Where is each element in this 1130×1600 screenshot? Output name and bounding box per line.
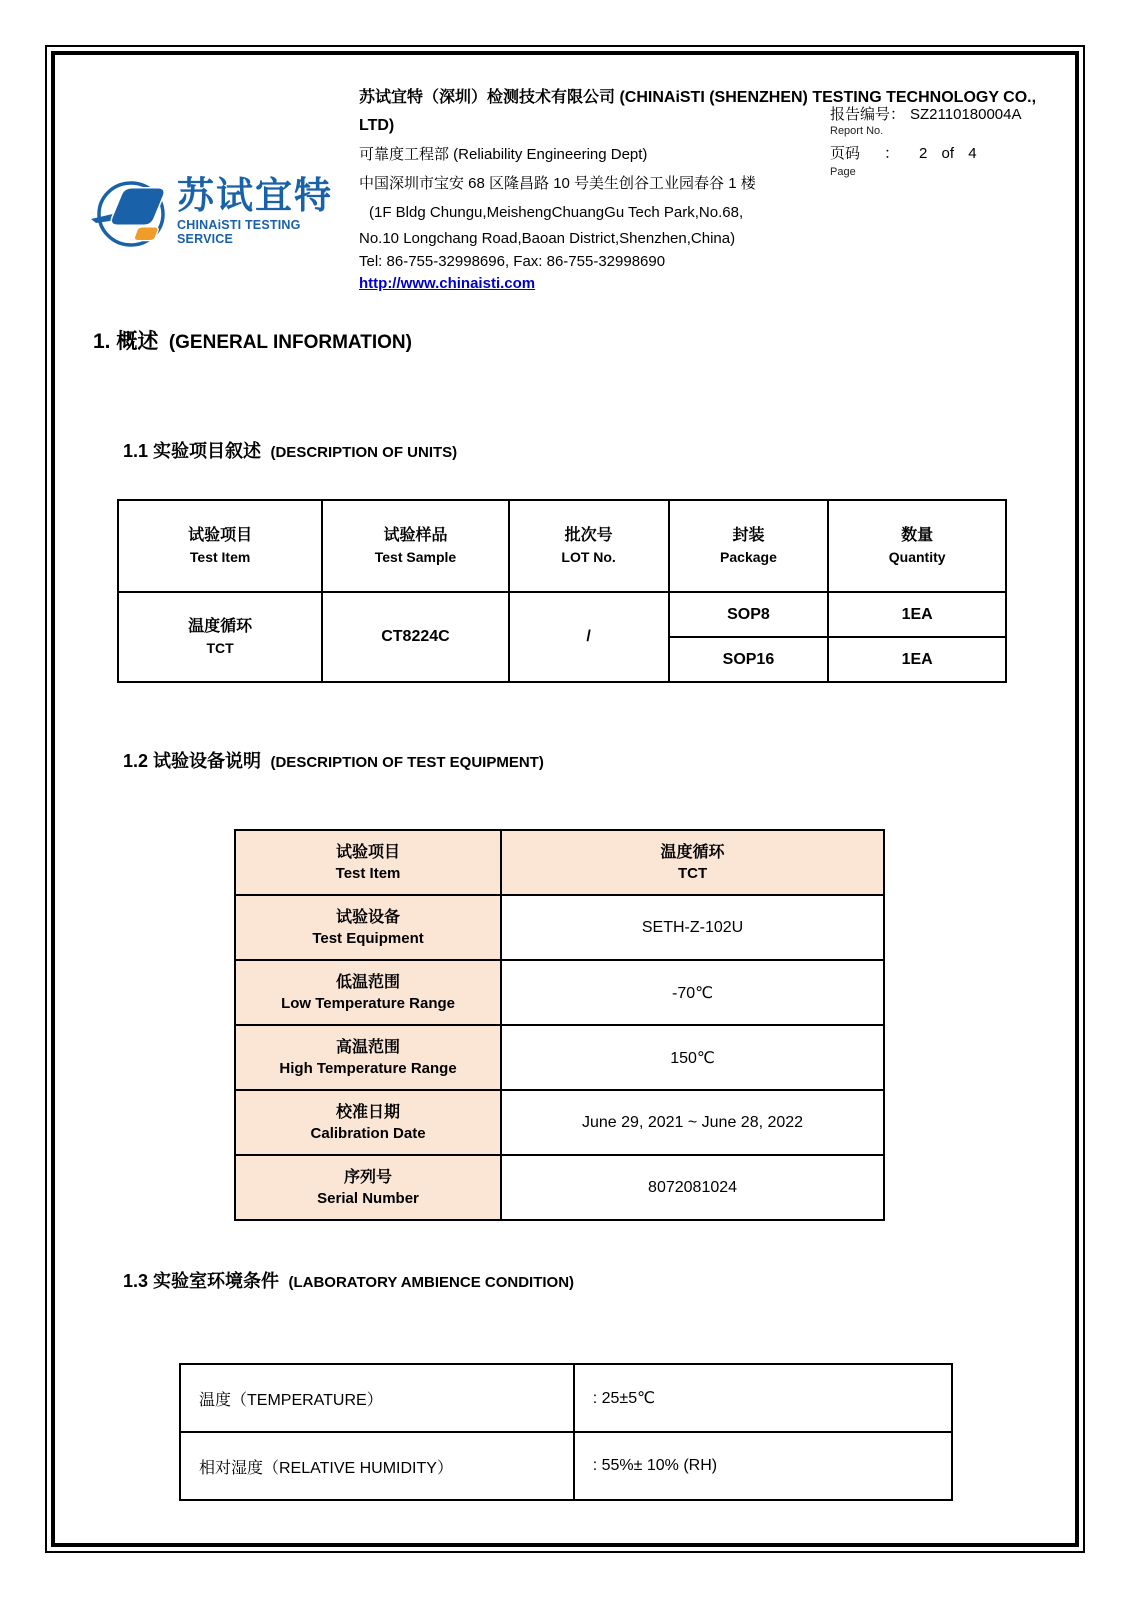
page-border (45, 45, 1085, 1553)
label-serial-number-zh: 序列号 (344, 1168, 393, 1186)
value-test-equipment: SETH-Z-102U (501, 895, 884, 960)
section-1-3-title-zh: 1.3 实验室环境条件 (123, 1271, 280, 1291)
section-1-1-title (123, 437, 1051, 463)
label-high-temp-en: High Temperature Range (279, 1059, 457, 1077)
header-lot-no-zh: 批次号 (564, 527, 613, 544)
section-1-3-title-en: (LABORATORY AMBIENCE CONDITION) (288, 1274, 575, 1291)
header-test-sample-en: Test Sample (374, 549, 457, 565)
header-package-en: Package (720, 549, 777, 565)
label-calibration-date-en: Calibration Date (310, 1124, 426, 1142)
report-number-block (830, 105, 1045, 180)
label-temperature: 温度（TEMPERATURE） (180, 1364, 574, 1432)
value-temperature: : 25±5℃ (574, 1364, 952, 1432)
company-logo (91, 127, 343, 295)
section-1-2-title-en: (DESCRIPTION OF TEST EQUIPMENT) (270, 754, 544, 771)
report-no-label-en: Report No. (830, 125, 884, 137)
cell-quantity-sop8: 1EA (828, 592, 1006, 637)
company-info (359, 81, 1051, 295)
cell-package-sop8: SOP8 (669, 592, 829, 637)
address-en-line2: No.10 Longchang Road,Baoan District,Shenzhen,China) (359, 230, 736, 247)
header-test-item-en: Test Item (189, 549, 251, 565)
address-zh: 中国深圳市宝安 68 区隆昌路 10 号美生创谷工业园春谷 1 楼 (359, 175, 756, 192)
company-name-line2: LTD) (359, 117, 395, 134)
page-colon: ： (884, 145, 900, 162)
label-high-temp (235, 1025, 501, 1090)
label-serial-number-en: Serial Number (317, 1189, 419, 1207)
equipment-row-test-equipment (235, 895, 884, 960)
page-content (51, 51, 1079, 1547)
header-package-zh: 封装 (732, 527, 765, 544)
header-lot-no-en: LOT No. (561, 549, 616, 565)
page-label-en: Page (830, 166, 856, 178)
equipment-table (234, 829, 885, 1221)
label-low-temp (235, 960, 501, 1025)
section-1-1-title-zh: 1.1 实验项目叙述 (123, 441, 262, 461)
header-test-item-zh: 试验项目 (188, 527, 253, 544)
equipment-row-high-temp (235, 1025, 884, 1090)
page-number-value: 2 of 4 (919, 145, 977, 162)
cell-package-sop16: SOP16 (669, 637, 829, 682)
equipment-header-label-en: Test Item (335, 864, 401, 882)
logo-name-zh: 苏试宜特 (177, 175, 333, 216)
units-header-package (669, 500, 829, 592)
equipment-row-serial-number (235, 1155, 884, 1220)
label-test-equipment-zh: 试验设备 (336, 908, 401, 926)
cell-lot-no: / (509, 592, 669, 682)
units-table-header-row (118, 500, 1006, 592)
report-no-value: SZ2110180004A (910, 106, 1022, 123)
units-table-row-sop8 (118, 592, 1006, 637)
header-quantity-zh: 数量 (901, 527, 934, 544)
tel-fax-line: Tel: 86-755-32998696, Fax: 86-755-32998690 (359, 253, 666, 270)
report-no-label-zh: 报告编号： (830, 106, 906, 123)
label-serial-number (235, 1155, 501, 1220)
label-low-temp-en: Low Temperature Range (281, 994, 455, 1012)
section-1-3-title (123, 1267, 1051, 1293)
website-link[interactable]: http://www.chinaisti.com (359, 275, 536, 292)
value-humidity: : 55%± 10% (RH) (574, 1432, 952, 1500)
equipment-header-value-en: TCT (677, 864, 708, 882)
section-1-2-title (123, 747, 1051, 773)
label-calibration-date (235, 1090, 501, 1155)
units-table (117, 499, 1007, 683)
equipment-header-label (235, 830, 501, 895)
units-header-quantity (828, 500, 1006, 592)
cell-test-item-zh: 温度循环 (188, 618, 253, 635)
equipment-header-value-zh: 温度循环 (660, 843, 725, 861)
value-high-temp: 150℃ (501, 1025, 884, 1090)
page-label-zh: 页码 (830, 145, 861, 162)
units-header-lot-no (509, 500, 669, 592)
report-no-line (830, 105, 1045, 124)
value-calibration-date: June 29, 2021 ~ June 28, 2022 (501, 1090, 884, 1155)
equipment-row-calibration-date (235, 1090, 884, 1155)
logo-swoosh-icon (91, 171, 175, 251)
equipment-row-low-temp (235, 960, 884, 1025)
ambience-table (179, 1363, 953, 1501)
ambience-row-temperature (180, 1364, 952, 1432)
value-serial-number: 8072081024 (501, 1155, 884, 1220)
cell-quantity-sop16: 1EA (828, 637, 1006, 682)
report-header (91, 81, 1051, 295)
section-1-title-zh: 1. 概述 (93, 330, 159, 353)
units-header-test-sample (322, 500, 508, 592)
label-humidity: 相对湿度（RELATIVE HUMIDITY） (180, 1432, 574, 1500)
company-name-line1: 苏试宜特（深圳）检测技术有限公司 (CHINAiSTI (SHENZHEN) TESTING TECHNOLOGY CO., (359, 89, 1037, 106)
value-low-temp: -70℃ (501, 960, 884, 1025)
section-1-title (93, 325, 1051, 355)
logo-name-en: CHINAiSTI TESTING SERVICE (177, 218, 301, 246)
units-header-test-item (118, 500, 322, 592)
equipment-header-value (501, 830, 884, 895)
cell-test-sample: CT8224C (322, 592, 508, 682)
section-1-title-en: (GENERAL INFORMATION) (168, 332, 412, 353)
label-test-equipment-en: Test Equipment (312, 929, 424, 947)
header-test-sample-zh: 试验样品 (383, 527, 448, 544)
label-calibration-date-zh: 校准日期 (336, 1103, 401, 1121)
address-en-line1: (1F Bldg Chungu,MeishengChuangGu Tech Park,No.68, (369, 204, 744, 221)
cell-test-item (118, 592, 322, 682)
page-number-line (830, 143, 1045, 165)
logo-text (177, 176, 343, 246)
cell-test-item-en: TCT (206, 640, 234, 656)
label-high-temp-zh: 高温范围 (336, 1038, 401, 1056)
label-low-temp-zh: 低温范围 (336, 973, 401, 991)
label-test-equipment (235, 895, 501, 960)
department-line: 可靠度工程部 (Reliability Engineering Dept) (359, 146, 648, 163)
equipment-header-row (235, 830, 884, 895)
ambience-row-humidity (180, 1432, 952, 1500)
section-1-1-title-en: (DESCRIPTION OF UNITS) (270, 444, 458, 461)
equipment-header-label-zh: 试验项目 (336, 843, 401, 861)
header-quantity-en: Quantity (888, 549, 946, 565)
section-1-2-title-zh: 1.2 试验设备说明 (123, 751, 262, 771)
